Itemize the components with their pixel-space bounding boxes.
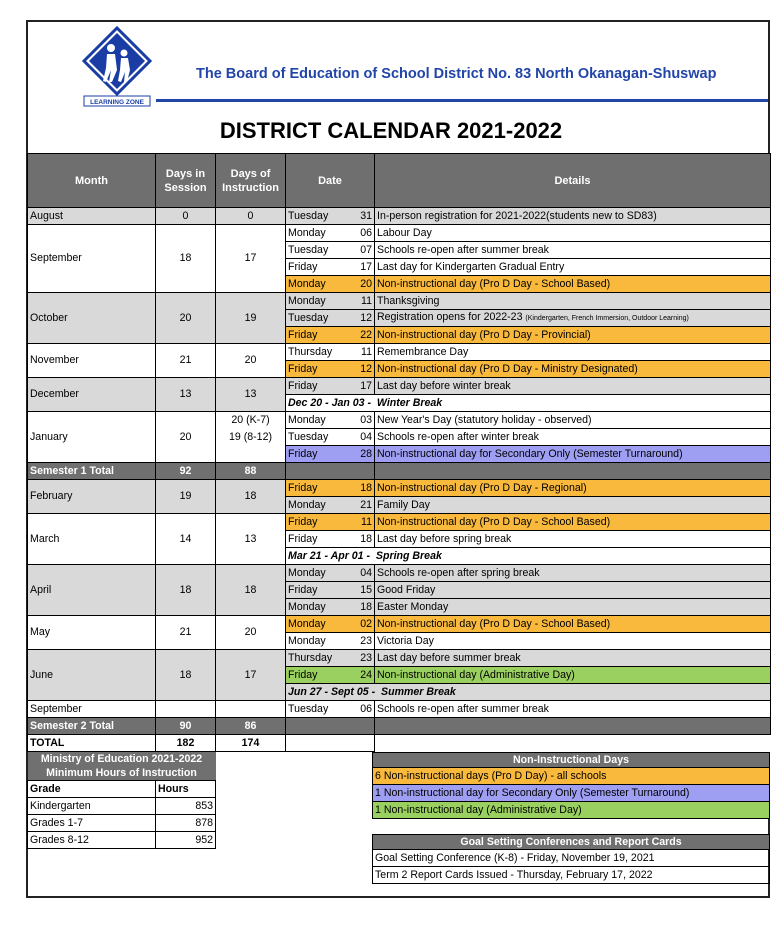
instruction-january-spacer	[216, 446, 286, 463]
session-december: 13	[156, 378, 216, 412]
date-cell: Friday 24	[286, 667, 375, 684]
session-january: 20	[156, 412, 216, 463]
table-row	[28, 650, 771, 667]
date-cell: Thursday 23	[286, 650, 375, 667]
col-days-in-session: Days in Session	[156, 154, 216, 208]
col-month: Month	[28, 154, 156, 208]
calendar-table	[27, 153, 771, 752]
instruction-november: 20	[216, 344, 286, 378]
table-row	[28, 832, 216, 849]
table-row	[28, 514, 771, 531]
total-row	[28, 735, 771, 752]
detail-cell: Last day for Kindergarten Gradual Entry	[375, 259, 771, 276]
organization-name: The Board of Education of School District No. 83 North Okanagan-Shuswap	[196, 66, 717, 82]
hours-cell: 853	[156, 798, 216, 815]
semester-1-total-row	[28, 463, 771, 480]
table-row	[28, 815, 216, 832]
semester-2-total-label: Semester 2 Total	[28, 718, 156, 735]
session-september: 18	[156, 225, 216, 293]
semester-2-total-row	[28, 718, 771, 735]
detail-cell: Labour Day	[375, 225, 771, 242]
session-february: 19	[156, 480, 216, 514]
table-row	[28, 378, 771, 395]
col-days-of-instruction: Days of Instruction	[216, 154, 286, 208]
date-cell: Monday 03	[286, 412, 375, 429]
date-cell: Monday 02	[286, 616, 375, 633]
detail-cell: Last day before spring break	[375, 531, 771, 548]
instruction-may: 20	[216, 616, 286, 650]
detail-cell: Schools re-open after spring break	[375, 565, 771, 582]
grade-cell: Grades 1-7	[28, 815, 156, 832]
date-cell: Tuesday 31	[286, 208, 375, 225]
detail-cell: Registration opens for 2022-23 (Kindergarten, French Immersion, Outdoor Learning)	[375, 310, 771, 327]
table-row	[28, 565, 771, 582]
semester-2-instruction: 86	[216, 718, 286, 735]
date-cell	[286, 718, 375, 735]
date-cell: Friday 17	[286, 259, 375, 276]
detail-cell: Family Day	[375, 497, 771, 514]
date-cell: Thursday 11	[286, 344, 375, 361]
date-cell: Monday 23	[286, 633, 375, 650]
col-grade: Grade	[28, 781, 156, 798]
detail-cell: Remembrance Day	[375, 344, 771, 361]
header-row	[28, 154, 771, 208]
date-cell: Monday 20	[286, 276, 375, 293]
date-cell: Friday 22	[286, 327, 375, 344]
month-november: November	[28, 344, 156, 378]
detail-cell: Non-instructional day (Administrative Day)	[375, 667, 771, 684]
min-hours-title-1: Ministry of Education 2021-2022	[28, 752, 216, 766]
legend-secondary: 1 Non-instructional day for Secondary Only (Semester Turnaround)	[373, 785, 770, 802]
non-instructional-legend	[372, 752, 770, 819]
goal-setting-title: Goal Setting Conferences and Report Cards	[373, 835, 770, 850]
month-february: February	[28, 480, 156, 514]
month-may: May	[28, 616, 156, 650]
instruction-december: 13	[216, 378, 286, 412]
session-november: 21	[156, 344, 216, 378]
month-october: October	[28, 293, 156, 344]
detail-cell: Schools re-open after summer break	[375, 701, 771, 718]
date-cell: Monday 21	[286, 497, 375, 514]
date-cell: Friday 12	[286, 361, 375, 378]
detail-cell: Easter Monday	[375, 599, 771, 616]
date-cell: Friday 18	[286, 531, 375, 548]
page-title: DISTRICT CALENDAR 2021-2022	[219, 118, 563, 143]
table-row	[28, 616, 771, 633]
detail-cell: Last day before summer break	[375, 650, 771, 667]
date-cell: Tuesday 07	[286, 242, 375, 259]
goal-setting-item: Term 2 Report Cards Issued - Thursday, February 17, 2022	[373, 867, 770, 884]
date-cell: Friday 11	[286, 514, 375, 531]
legend-admin: 1 Non-instructional day (Administrative Day)	[373, 802, 770, 819]
detail-cell: Last day before winter break	[375, 378, 771, 395]
instruction-march: 13	[216, 514, 286, 565]
session-april: 18	[156, 565, 216, 616]
date-cell: Friday 18	[286, 480, 375, 497]
semester-2-session: 90	[156, 718, 216, 735]
detail-cell: Non-instructional day (Pro D Day - School Based)	[375, 276, 771, 293]
instruction-june: 17	[216, 650, 286, 701]
detail-cell	[375, 463, 771, 480]
instruction-april: 18	[216, 565, 286, 616]
table-row	[28, 293, 771, 310]
non-instructional-title: Non-Instructional Days	[373, 753, 770, 768]
table-row	[28, 412, 771, 429]
date-cell: Friday 15	[286, 582, 375, 599]
date-cell: Friday 28	[286, 446, 375, 463]
total-session: 182	[156, 735, 216, 752]
semester-1-total-label: Semester 1 Total	[28, 463, 156, 480]
month-june: June	[28, 650, 156, 701]
date-cell	[286, 735, 375, 752]
detail-cell	[375, 718, 771, 735]
grade-cell: Grades 8-12	[28, 832, 156, 849]
instruction-october: 19	[216, 293, 286, 344]
table-row	[28, 208, 771, 225]
header-rule	[156, 99, 768, 102]
month-january: January	[28, 412, 156, 463]
date-cell: Monday 04	[286, 565, 375, 582]
total-label: TOTAL	[28, 735, 156, 752]
detail-cell: Schools re-open after summer break	[375, 242, 771, 259]
legend-pro-d: 6 Non-instructional days (Pro D Day) - all schools	[373, 768, 770, 785]
date-cell: Tuesday 12	[286, 310, 375, 327]
month-december: December	[28, 378, 156, 412]
session-march: 14	[156, 514, 216, 565]
semester-1-session: 92	[156, 463, 216, 480]
spring-break: Mar 21 - Apr 01 - Spring Break	[286, 548, 771, 565]
detail-cell: Non-instructional day (Pro D Day - Ministry Designated)	[375, 361, 771, 378]
date-cell: Monday 11	[286, 293, 375, 310]
min-hours-title-2: Minimum Hours of Instruction	[28, 766, 216, 781]
session-october: 20	[156, 293, 216, 344]
detail-cell	[375, 735, 771, 752]
detail-cell: Non-instructional day (Pro D Day - Provincial)	[375, 327, 771, 344]
instruction-january-812: 19 (8-12)	[216, 429, 286, 446]
date-cell: Monday 06	[286, 225, 375, 242]
session-may: 21	[156, 616, 216, 650]
hours-cell: 952	[156, 832, 216, 849]
goal-setting-item: Goal Setting Conference (K-8) - Friday, November 19, 2021	[373, 850, 770, 867]
date-cell: Friday 17	[286, 378, 375, 395]
col-hours: Hours	[156, 781, 216, 798]
minimum-hours-table	[27, 752, 216, 849]
detail-cell: In-person registration for 2021-2022(students new to SD83)	[375, 208, 771, 225]
total-instruction: 174	[216, 735, 286, 752]
logo-text: LEARNING ZONE	[90, 99, 144, 106]
col-details: Details	[375, 154, 771, 208]
detail-cell: Thanksgiving	[375, 293, 771, 310]
month-september: September	[28, 225, 156, 293]
detail-cell: Good Friday	[375, 582, 771, 599]
date-cell	[286, 463, 375, 480]
table-row	[28, 701, 771, 718]
session-september-next	[156, 701, 216, 718]
hours-cell: 878	[156, 815, 216, 832]
instruction-september: 17	[216, 225, 286, 293]
instruction-september-next	[216, 701, 286, 718]
summer-break: Jun 27 - Sept 05 - Summer Break	[286, 684, 771, 701]
col-date: Date	[286, 154, 375, 208]
goal-setting-table	[372, 834, 770, 884]
month-march: March	[28, 514, 156, 565]
month-september-next: September	[28, 701, 156, 718]
detail-cell: Schools re-open after winter break	[375, 429, 771, 446]
semester-1-instruction: 88	[216, 463, 286, 480]
detail-cell: Non-instructional day (Pro D Day - School Based)	[375, 514, 771, 531]
winter-break: Dec 20 - Jan 03 - Winter Break	[286, 395, 771, 412]
session-august: 0	[156, 208, 216, 225]
date-cell: Tuesday 06	[286, 701, 375, 718]
instruction-february: 18	[216, 480, 286, 514]
table-row	[28, 225, 771, 242]
session-june: 18	[156, 650, 216, 701]
table-row	[28, 480, 771, 497]
detail-cell: Non-instructional day for Secondary Only (Semester Turnaround)	[375, 446, 771, 463]
detail-cell: Non-instructional day (Pro D Day - Regional)	[375, 480, 771, 497]
detail-cell: New Year's Day (statutory holiday - observed)	[375, 412, 771, 429]
date-cell: Monday 18	[286, 599, 375, 616]
instruction-august: 0	[216, 208, 286, 225]
grade-cell: Kindergarten	[28, 798, 156, 815]
detail-cell: Non-instructional day (Pro D Day - School Based)	[375, 616, 771, 633]
instruction-january-k7: 20 (K-7)	[216, 412, 286, 429]
month-august: August	[28, 208, 156, 225]
month-april: April	[28, 565, 156, 616]
date-cell: Tuesday 04	[286, 429, 375, 446]
table-row	[28, 344, 771, 361]
learning-zone-logo	[82, 26, 152, 108]
detail-cell: Victoria Day	[375, 633, 771, 650]
table-row	[28, 798, 216, 815]
